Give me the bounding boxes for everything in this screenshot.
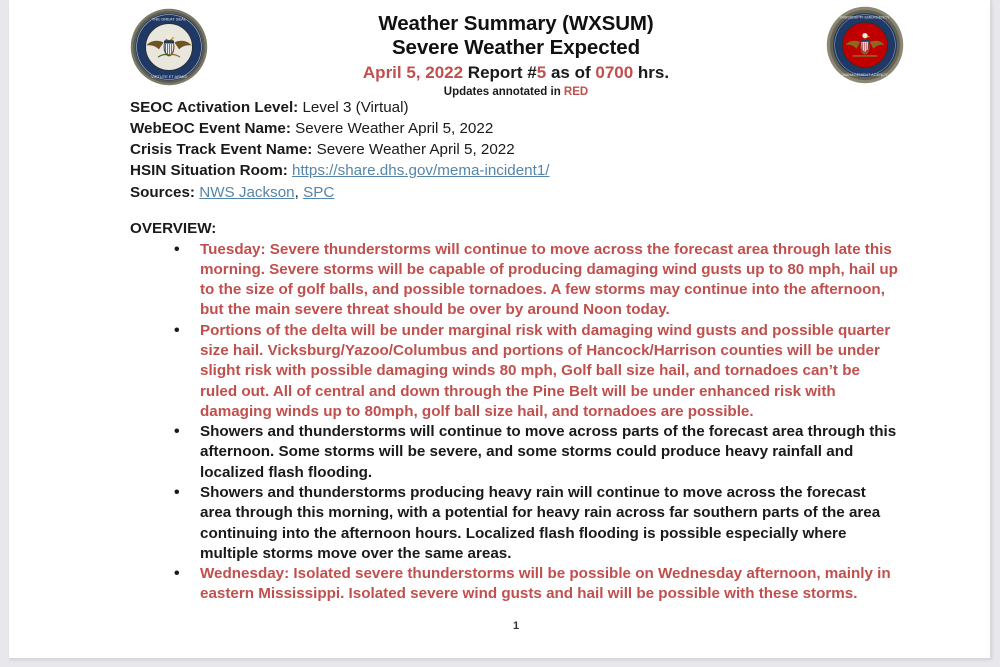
mema-seal-icon [826, 6, 904, 84]
report-prefix: Report # [463, 62, 537, 82]
overview-bullet-item: • Portions of the delta will be under marginal risk with damaging wind gusts and possible quarter size hail. Vicksburg/Yazoo/Columbus and portions of Hancock/Harrison counties will be under slight risk with possible damaging winds 80 mph, Golf ball size hail, and tornadoes can’t be ruled out. All of central and down through the Pine Belt will be under enhanced risk with damaging winds up to 80mph, golf ball size hail, and tornadoes are possible. [174, 321, 900, 422]
report-number: 5 [536, 62, 547, 82]
report-time-suffix: hrs. [633, 62, 670, 82]
meta-value: Level 3 (Virtual) [298, 99, 409, 116]
meta-row-seoc-activation-level [130, 97, 911, 118]
overview-bullet-item: • Showers and thunderstorms producing heavy rain will continue to move across the forecast area through this morning, with a potential for heavy rain across far southern parts of the area continuing into the afternoon hours. Localized flash flooding is possible especially where multiple storms move over the same areas. [174, 483, 900, 564]
page-subtitle: Severe Weather Expected [391, 35, 640, 59]
overview-bullet-item: • Tuesday: Severe thunderstorms will continue to move across the forecast area through late this morning. Severe storms will be capable of producing damaging wind gusts up to 80 mph, hail up to the size of golf balls, and possible tornadoes. A few storms may continue into the afternoon, but the main severe threat should be over by around Noon today. [174, 240, 900, 321]
svg-text:MISSISSIPPI EMERGENCY: MISSISSIPPI EMERGENCY [840, 14, 890, 20]
report-date: April 5, 2022 [362, 62, 464, 82]
meta-row-crisis-track-event-name [130, 139, 911, 160]
updates-note [121, 86, 911, 100]
updates-note-highlight: RED [563, 85, 589, 98]
page-content [121, 0, 911, 659]
updates-note-prefix: Updates annotated in [443, 85, 564, 98]
svg-text:MANAGEMENT AGENCY: MANAGEMENT AGENCY [842, 72, 888, 78]
meta-label: HSIN Situation Room: [130, 162, 288, 180]
report-dateline [121, 63, 911, 83]
svg-text:VIRTUTE ET ARMIS: VIRTUTE ET ARMIS [151, 74, 187, 80]
title-block [121, 0, 911, 100]
meta-value: Severe Weather April 5, 2022 [290, 120, 494, 138]
meta-label: Sources: [130, 183, 195, 201]
meta-row-hsin-situation-room [130, 160, 911, 181]
hsin-situation-room-link[interactable]: https://share.dhs.gov/mema-incident1/ [292, 162, 550, 180]
meta-label: Crisis Track Event Name: [130, 141, 313, 159]
page-title: Weather Summary (WXSUM) [378, 12, 654, 35]
overview-bullet-item: • Wednesday: Isolated severe thunderstorms will be possible on Wednesday afternoon, mainly in eastern Mississippi. Isolated severe wind gusts and hail will be possible with these storms. [174, 564, 900, 605]
page-number: 1 [512, 620, 520, 632]
document-page [9, 0, 991, 659]
overview-bullet-item: • Showers and thunderstorms will continue to move across parts of the forecast area through this afternoon. Some storms will be severe, and some storms could produce heavy rainfall and localized flash flooding. [174, 422, 900, 483]
sources-separator: , [294, 183, 304, 201]
meta-label: SEOC Activation Level: [130, 99, 299, 116]
meta-row-sources [130, 182, 911, 203]
overview-bullet-list [121, 240, 911, 605]
svg-text:THE GREAT SEAL: THE GREAT SEAL [151, 16, 187, 22]
source-link-spc[interactable]: SPC [303, 183, 335, 201]
meta-label: WebEOC Event Name: [130, 120, 291, 138]
meta-value: Severe Weather April 5, 2022 [312, 141, 515, 159]
source-link-nws-jackson[interactable]: NWS Jackson [199, 183, 295, 201]
meta-row-webeoc-event-name [130, 118, 911, 139]
document-header [121, 0, 911, 98]
report-as-of: as of [546, 62, 596, 82]
report-time: 0700 [595, 62, 634, 82]
overview-heading: OVERVIEW: [130, 219, 217, 237]
mississippi-state-seal-icon [130, 8, 208, 86]
metadata-block [121, 97, 911, 203]
